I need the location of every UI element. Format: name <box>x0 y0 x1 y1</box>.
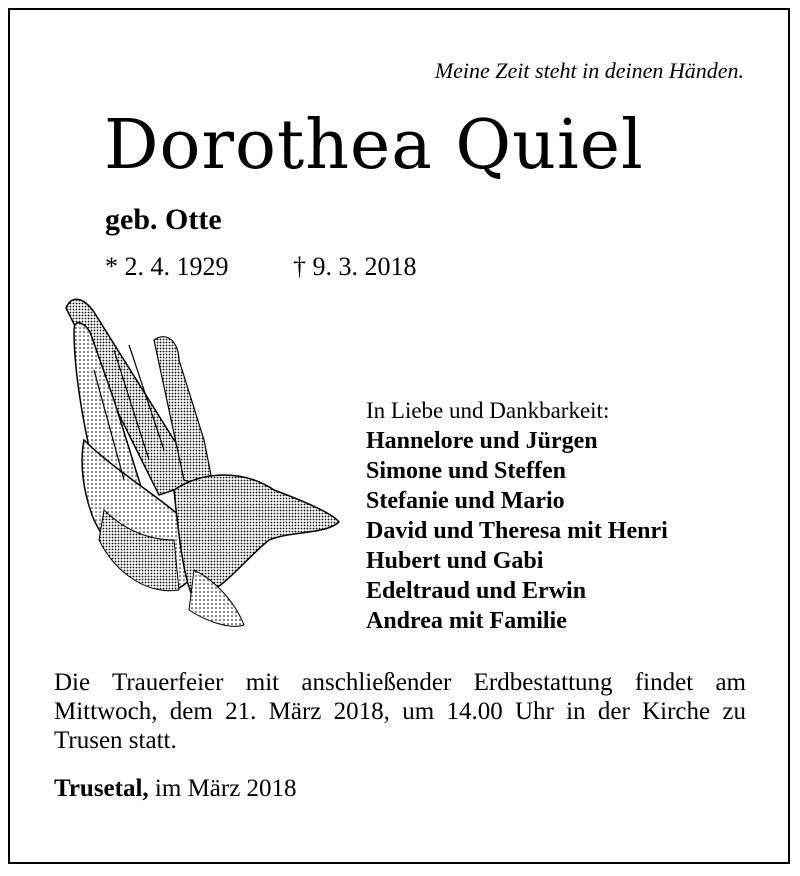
death-date: † 9. 3. 2018 <box>293 252 417 281</box>
praying-hands-icon <box>54 290 344 640</box>
mourner-name: Simone und Steffen <box>366 458 567 484</box>
motto: Meine Zeit steht in deinen Händen. <box>434 58 744 83</box>
mourner-name: Hannelore und Jürgen <box>366 428 598 454</box>
mourner-name: David und Theresa mit Henri <box>366 518 668 544</box>
mourner-name: Andrea mit Familie <box>366 608 567 634</box>
birth-name: geb. Otte <box>105 203 222 236</box>
mourners-list <box>366 426 668 636</box>
place: Trusetal, <box>54 775 149 802</box>
birth-date: * 2. 4. 1929 <box>105 252 229 281</box>
funeral-info: Die Trauerfeier mit anschließender Erdbestattung findet am Mittwoch, dem 21. März 2018, um 14.00 Uhr in der Kirche zu Trusen statt. <box>54 669 746 754</box>
mourner-name: Stefanie und Mario <box>366 488 565 514</box>
life-dates <box>105 252 417 282</box>
mourners-block <box>366 396 668 636</box>
mourner-name: Hubert und Gabi <box>366 548 544 574</box>
place-date <box>54 775 297 803</box>
mourners-intro: In Liebe und Dankbarkeit: <box>366 398 610 423</box>
date: im März 2018 <box>148 775 297 802</box>
mourner-name: Edeltraud und Erwin <box>366 578 587 604</box>
deceased-name: Dorothea Quiel <box>104 106 644 185</box>
